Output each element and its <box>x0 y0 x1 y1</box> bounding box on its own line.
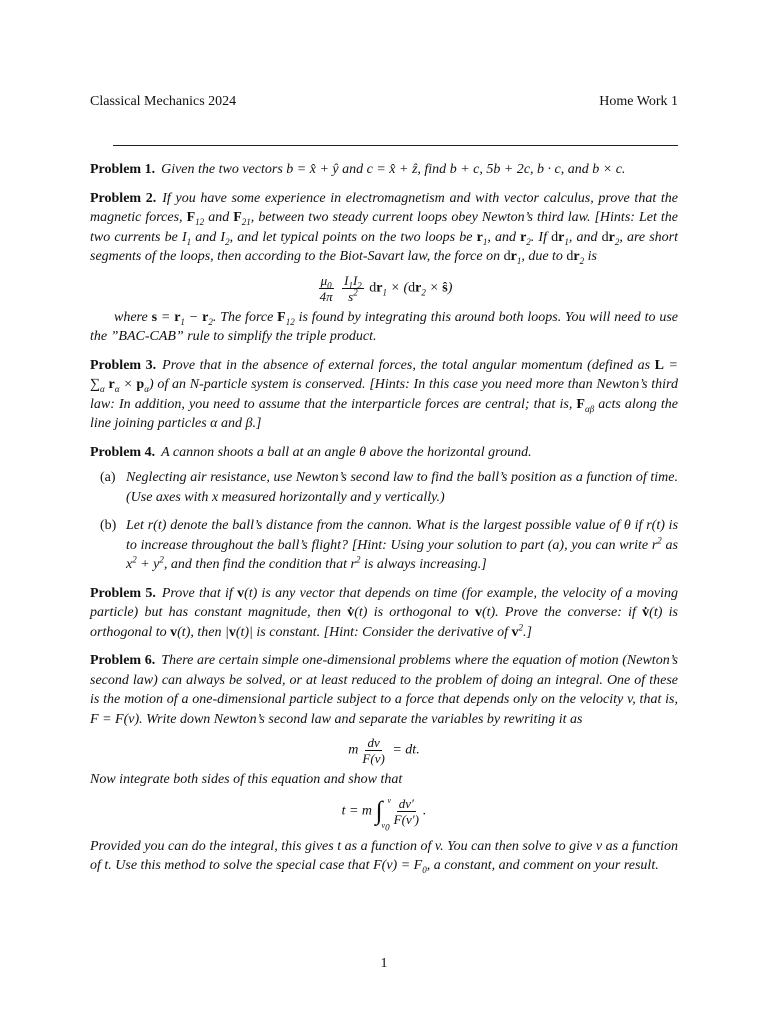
problem-6: Problem 6. There are certain simple one-dimensional problems where the equation of motion (Newton’s second law) can always be solved, or at least reduced to the problem of doing an integral. One of these is the motion of a one-dimensional particle subject to a force that depends only on the velocity v, that is, F = F(v). Write down Newton’s second law and separate the variables by rewriting it as <box>90 653 678 727</box>
part-a-label: (a) <box>100 470 116 485</box>
problem-4-part-b: (b) Let r(t) denote the ball’s distance from the cannon. What is the largest possible value of θ if r(t) is to increase throughout the ball’s flight? [Hint: Using your solution to part (a), you can write $r^2$ as $x^2 + y^2$, and then find the condition that $r^2$ is always increasing.] <box>100 518 679 572</box>
document-page <box>90 0 678 1024</box>
problem-2: Problem 2. If you have some experience in electromagnetism and with vector calculus, prove that the magnetic forces, $F_{12}$ and $F_{21}$, between two steady current loops obey Newton’s third law. [Hints: Let the two currents be $I_1$ and $I_2$, and let typical points on the two loops be $r_1$, and $r_2$. If $dr_1$, and $dr_2$, are short segments of the loops, then according to the Biot-Savart law, the force on $dr_1$, due to $dr_2$ is <box>90 190 679 266</box>
problem-3: Problem 3. Prove that in the absence of external forces, the total angular momentum (defined as $L = \sum_\alpha$ $r_\alpha \times p_\alpha$) of an N-particle system is conserved. [Hints: In this case you need more than Newton’s third law: In addition, you need to assume that the interparticle forces are central; that is, $F_{\alpha\beta}$ acts along the line joining particles α and β.] <box>90 357 678 431</box>
problem-5: Problem 5. Prove that if v(t) is any vector that depends on time (for example, the velocity of a moving particle) but has constant magnitude, then v̇(t) is orthogonal to v(t). Prove the converse: if v̇(t) is orthogonal to v(t), then |v(t)| is constant. [Hint: Consider the derivative of $v^2$.] <box>90 585 678 640</box>
problem-5-label: Problem 5. <box>90 585 156 601</box>
problem-6-label: Problem 6. <box>90 653 156 668</box>
problem-1-label: Problem 1. <box>90 162 156 177</box>
problem-3-label: Problem 3. <box>90 357 157 373</box>
problem-6-integrate-text: Now integrate both sides of this equation and show that <box>90 772 403 787</box>
problem-2-continued: where $s = r_1 - r_2$. The force $F_{12}$ is found by integrating this around both loops. You will need to use the ”BAC-CAB” rule to simplify the triple product. <box>90 309 678 344</box>
biot-savart-equation: $\frac{\mu_0}{4\pi}$ $\frac{I_1I_2}{s^2}$ $dr_1 \times (dr_2$ × ŝ) <box>319 272 453 304</box>
course-title: Classical Mechanics 2024 <box>90 94 237 109</box>
separated-equation: m $\frac{dv}{F(v)}$ = dt. <box>348 735 420 766</box>
header-rule <box>113 145 678 146</box>
part-b-label: (b) <box>100 518 117 533</box>
problem-4-parts <box>90 468 678 575</box>
problem-4: Problem 4. A cannon shoots a ball at an angle θ above the horizontal ground. <box>90 444 532 460</box>
problem-2-label: Problem 2. <box>90 190 157 206</box>
integral-equation: t = m ∫ v $v_0$ $\frac{dv'}{F(v')}$ . <box>341 795 427 833</box>
problem-4-part-a: (a) Neglecting air resistance, use Newton’s second law to find the ball’s position as a function of time. (Use axes with x measured horizontally and y vertically.) <box>100 470 678 505</box>
problem-1: Problem 1. Given the two vectors b = x̂ + ŷ and c = x̂ + ẑ, find b + c, 5b + 2c, b · c, and b × c. <box>90 162 626 177</box>
assignment-title: Home Work 1 <box>599 94 678 109</box>
problem-4-label: Problem 4. <box>90 444 156 460</box>
page-header <box>90 94 678 110</box>
problem-6-conclusion: Provided you can do the integral, this gives t as a function of v. You can then solve to give v as a function of t. Use this method to solve the special case that $F(v) = F_0$, a constant, and comment on your result. <box>90 838 678 875</box>
page-number: 1 <box>380 956 388 971</box>
problem-list <box>90 160 678 876</box>
